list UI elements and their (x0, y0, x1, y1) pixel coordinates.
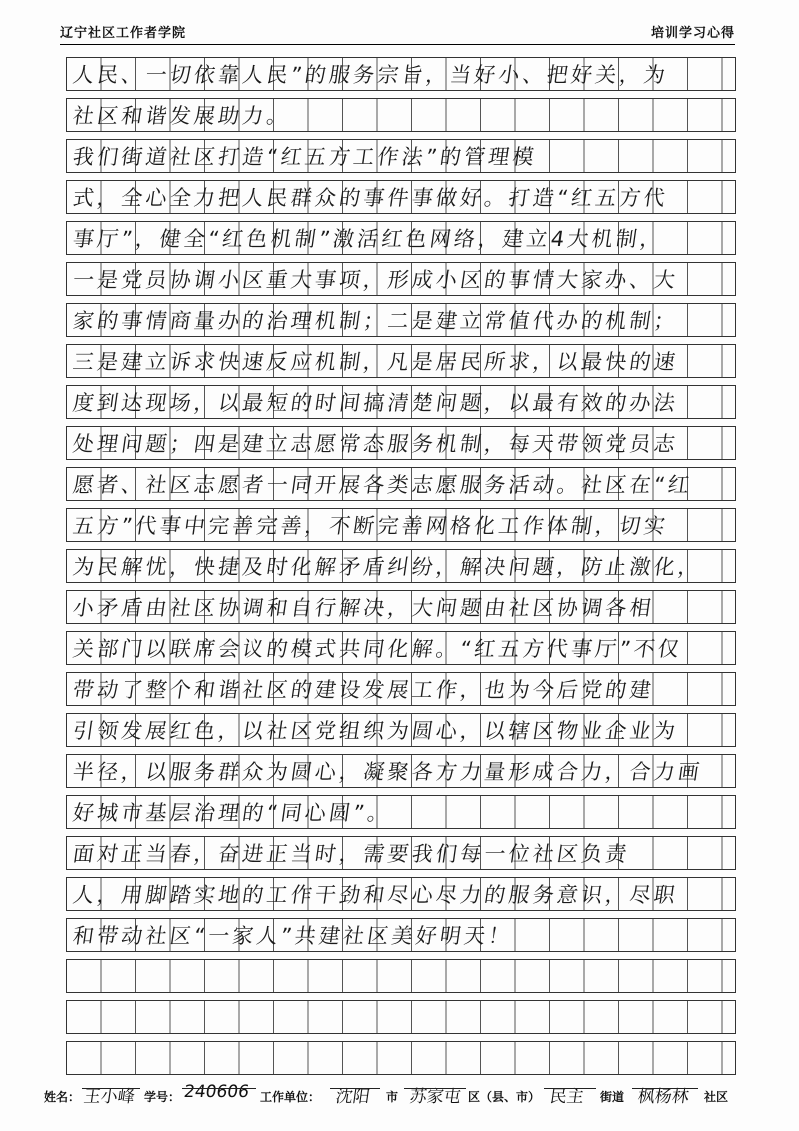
writing-grid (66, 57, 736, 1082)
handwritten-line: 愿者、社区志愿者一同开展各类志愿服务活动。社区在“红 (71, 473, 694, 497)
grid-row (66, 918, 736, 952)
unit-label: 工作单位： (260, 1090, 321, 1104)
org-name: 辽宁社区工作者学院 (60, 26, 187, 41)
community-value: 枫杨林 (636, 1087, 691, 1107)
grid-row (66, 959, 736, 993)
street-suffix: 街道 (600, 1090, 625, 1104)
handwritten-line: 小矛盾由社区协调和自行解决，大问题由社区协调各相 (71, 596, 656, 620)
id-value: 240606 (182, 1082, 251, 1102)
handwritten-line: 度到达现场，以最短的时间搞清楚问题，以最有效的办法 (71, 391, 680, 415)
grid-row (66, 262, 736, 296)
grid-row (66, 426, 736, 460)
grid-row (66, 57, 736, 91)
handwritten-line: 人，用脚踏实地的工作干劲和尽心尽力的服务意识，尽职 (71, 883, 680, 907)
grid-row (66, 836, 736, 870)
handwritten-line: 面对正当春，奋进正当时，需要我们每一位社区负责 (71, 842, 632, 866)
grid-row (66, 139, 736, 173)
id-label: 学号： (144, 1090, 181, 1104)
grid-row (66, 672, 736, 706)
handwritten-line: 社区和谐发展助力。 (71, 104, 293, 128)
grid-row (66, 754, 736, 788)
name-value: 王小峰 (82, 1087, 137, 1107)
district-value: 苏家屯 (408, 1087, 463, 1107)
city-suffix: 市 (386, 1090, 399, 1104)
grid-row (66, 385, 736, 419)
street-underline (544, 1088, 596, 1089)
grid-row (66, 631, 736, 665)
signature-footer (44, 1080, 749, 1110)
handwritten-line: 为民解忧，快捷及时化解矛盾纠纷，解决问题，防止激化， (71, 555, 704, 579)
handwritten-line: 引领发展红色，以社区党组织为圆心，以辖区物业企业为 (71, 719, 680, 743)
city-underline (330, 1088, 380, 1089)
header-rule (60, 44, 735, 45)
name-underline (82, 1088, 140, 1089)
handwritten-line: 三是建立诉求快速反应机制，凡是居民所求，以最快的速 (71, 350, 680, 374)
grid-row (66, 795, 736, 829)
grid-row (66, 508, 736, 542)
handwritten-line: 人民、一切依靠人民”的服务宗旨，当好小、把好关，为 (71, 63, 670, 87)
grid-row (66, 713, 736, 747)
grid-row (66, 877, 736, 911)
grid-row (66, 344, 736, 378)
handwritten-line: 处理问题；四是建立志愿常态服务机制，每天带领党员志 (71, 432, 680, 456)
handwritten-line: 式，全心全力把人民群众的事件事做好。打造“红五方代 (71, 186, 670, 210)
grid-row (66, 1000, 736, 1034)
grid-row (66, 180, 736, 214)
handwritten-line: 半径，以服务群众为圆心，凝聚各方力量形成合力，合力画 (71, 760, 704, 784)
document-type: 培训学习心得 (650, 26, 735, 41)
grid-row (66, 98, 736, 132)
handwritten-line: 一是党员协调小区重大事项，形成小区的事情大家办、大 (71, 268, 680, 292)
community-underline (632, 1088, 698, 1089)
handwritten-line: 我们街道社区打造“红五方工作法”的管理模 (71, 145, 539, 169)
grid-row (66, 467, 736, 501)
handwritten-line: 关部门以联席会议的模式共同化解。“红五方代事厅”不仅 (71, 637, 684, 661)
district-suffix: 区（县、市） (468, 1090, 541, 1104)
handwritten-line: 和带动社区“一家人”共建社区美好明天！ (71, 924, 515, 948)
grid-row (66, 590, 736, 624)
name-label: 姓名： (44, 1090, 81, 1104)
city-value: 沈阳 (334, 1087, 372, 1107)
community-suffix: 社区 (704, 1090, 729, 1104)
grid-row (66, 1041, 736, 1075)
id-underline (182, 1088, 256, 1089)
grid-row (66, 221, 736, 255)
handwritten-line: 五方”代事中完善完善，不断完善网格化工作体制，切实 (71, 514, 670, 538)
district-underline (404, 1088, 466, 1089)
grid-row (66, 549, 736, 583)
handwritten-line: 好城市基层治理的“同心圆”。 (71, 801, 394, 825)
street-value: 民主 (548, 1087, 586, 1107)
handwritten-line: 家的事情商量办的治理机制；二是建立常值代办的机制； (71, 309, 680, 333)
page-header (60, 18, 735, 44)
handwritten-line: 事厅”，健全“红色机制”激活红色网络，建立4大机制， (71, 227, 666, 251)
grid-row (66, 303, 736, 337)
handwritten-line: 带动了整个和谐社区的建设发展工作，也为今后党的建 (71, 678, 656, 702)
